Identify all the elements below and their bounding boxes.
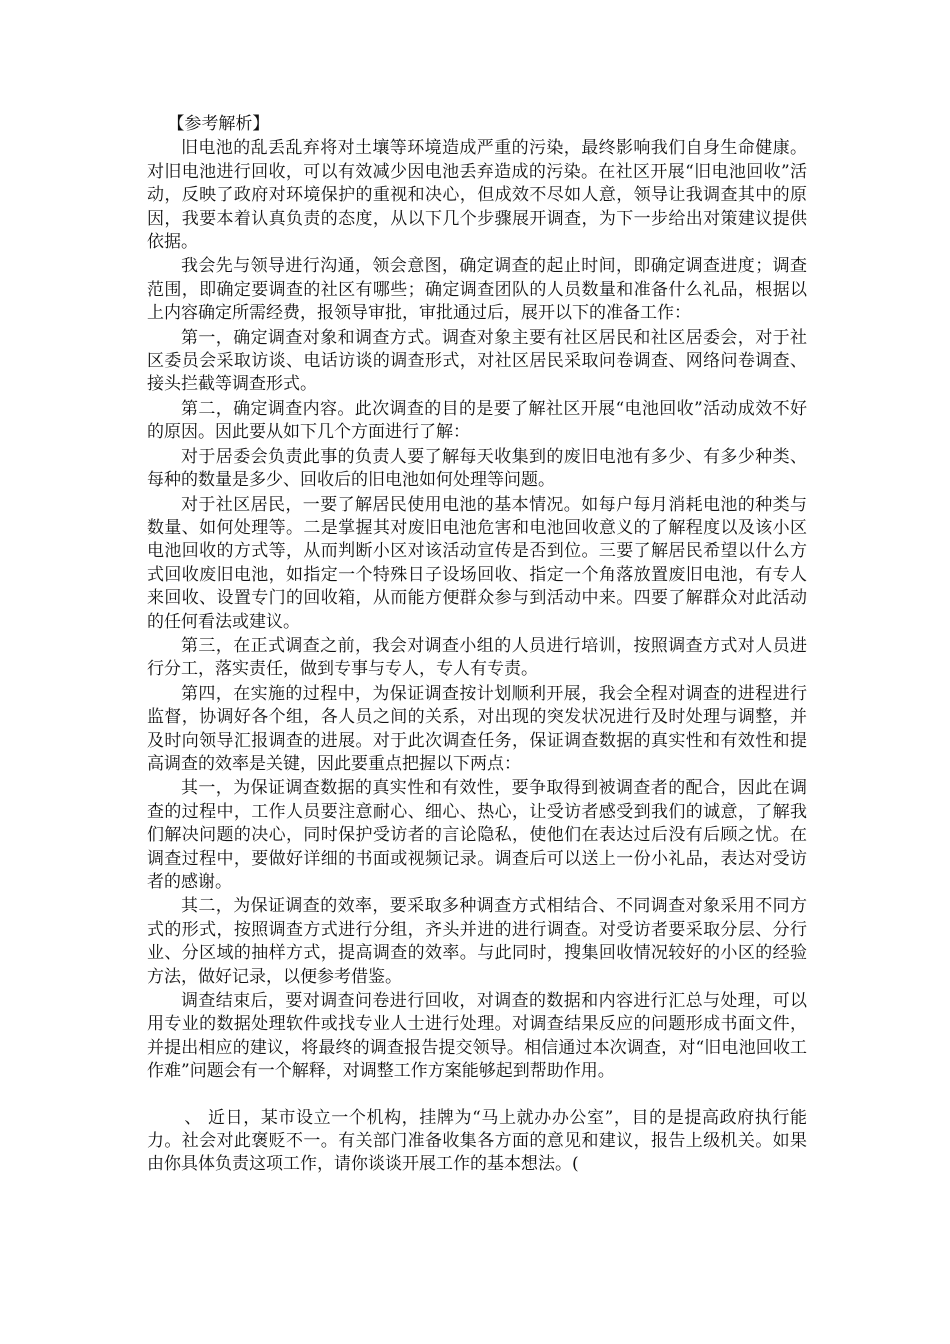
paragraph-residents: 对于社区居民，一要了解居民使用电池的基本情况。如每户每月消耗电池的种类与数量、如何处理等。二是掌握其对废旧电池危害和电池回收意义的了解程度以及该小区电池回收的方式等，从而判断小区对该活动宣传是否到位。三要了解居民希望以什么方式回收废旧电池，如指定一个特殊日子设场回收、指定一个角落放置废旧电池，有专人来回收、设置专门的回收箱，从而能方便群众参与到活动中来。四要了解群众对此活动的任何看法或建议。: [147, 494, 807, 632]
document-page: [147, 113, 807, 1177]
paragraph-conclusion: 调查结束后，要对调查问卷进行回收，对调查的数据和内容进行汇总与处理，可以用专业的数据处理软件或找专业人士进行处理。对调查结果反应的问题形成书面文件，并提出相应的建议，将最终的调查报告提交领导。相信通过本次调查，对“旧电池回收工作难”问题会有一个解释，对调整工作方案能够起到帮助作用。: [147, 991, 807, 1082]
paragraph-step-3: 第三，在正式调查之前，我会对调查小组的人员进行培训，按照调查方式对人员进行分工，落实责任，做到专事与专人，专人有专责。: [147, 635, 807, 680]
paragraph-preparation: 我会先与领导进行沟通，领会意图，确定调查的起止时间，即确定调查进度；调查范围，即确定要调查的社区有哪些；确定调查团队的人员数量和准备什么礼品，根据以上内容确定所需经费，报领导审批，审批通过后，展开以下的准备工作：: [147, 256, 807, 324]
section-heading: 【参考解析】: [167, 114, 270, 134]
paragraph-step-1: 第一，确定调查对象和调查方式。调查对象主要有社区居民和社区居委会，对于社区委员会采取访谈、电话访谈的调查形式，对社区居民采取问卷调查、网络问卷调查、接头拦截等调查形式。: [147, 327, 807, 395]
paragraph-step-2: 第二，确定调查内容。此次调查的目的是要了解社区开展“电池回收”活动成效不好的原因。因此要从如下几个方面进行了解：: [147, 398, 807, 443]
paragraph-point-1: 其一，为保证调查数据的真实性和有效性，要争取得到被调查者的配合，因此在调查的过程中，工作人员要注意耐心、细心、热心，让受访者感受到我们的诚意，了解我们解决问题的决心，同时保护受访者的言论隐私，使他们在表达过后没有后顾之忧。在调查过程中，要做好详细的书面或视频记录。调查后可以送上一份小礼品，表达对受访者的感谢。: [147, 778, 807, 892]
paragraph-step-4: 第四，在实施的过程中，为保证调查按计划顺利开展，我会全程对调查的进程进行监督，协调好各个组，各人员之间的关系，对出现的突发状况进行及时处理与调整，并及时向领导汇报调查的进展。对于此次调查任务，保证调查数据的真实性和有效性和提高调查的效率是关键，因此要重点把握以下两点：: [147, 683, 807, 774]
paragraph-intro: 旧电池的乱丢乱弃将对土壤等环境造成严重的污染，最终影响我们自身生命健康。对旧电池进行回收，可以有效减少因电池丢弃造成的污染。在社区开展“旧电池回收”活动，反映了政府对环境保护的重视和决心，但成效不尽如人意，领导让我调查其中的原因，我要本着认真负责的态度，从以下几个步骤展开调查，为下一步给出对策建议提供依据。: [147, 138, 807, 253]
paragraph-point-2: 其二，为保证调查的效率，要采取多种调查方式相结合、不同调查对象采用不同方式的形式，按照调查方式进行分组，齐头并进的进行调查。对受访者要采取分层、分行业、分区域的抽样方式，提高调查的效率。与此同时，搜集回收情况较好的小区的经验方法，做好记录，以便参考借鉴。: [147, 896, 807, 987]
paragraph-committee: 对于居委会负责此事的负责人要了解每天收集到的废旧电池有多少、有多少种类、每种的数量是多少、回收后的旧电池如何处理等问题。: [147, 446, 807, 491]
question-paragraph: 、 近日，某市设立一个机构，挂牌为“马上就办办公室”，目的是提高政府执行能力。社会对此褒贬不一。有关部门准备收集各方面的意见和建议，报告上级机关。如果由你具体负责这项工作，请你谈谈开展工作的基本想法。(: [147, 1107, 807, 1175]
